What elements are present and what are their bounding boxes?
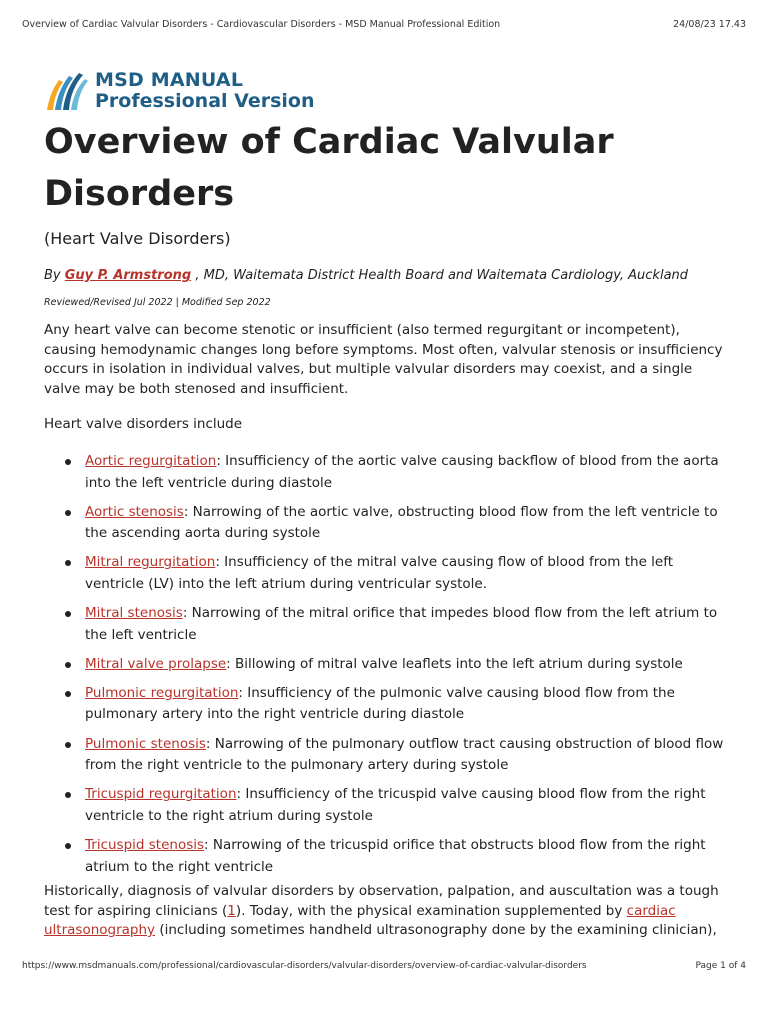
disorder-description: : Narrowing of the tricuspid orifice that obstructs blood flow from the right atrium to the right ventricle [85, 837, 706, 875]
includes-label: Heart valve disorders include [44, 416, 243, 432]
disorder-link[interactable]: Tricuspid regurgitation [85, 786, 237, 803]
disorder-link[interactable]: Mitral regurgitation [85, 554, 216, 571]
list-item [44, 784, 729, 827]
bullet-icon [65, 662, 71, 668]
bullet-icon [65, 742, 71, 748]
disorder-link[interactable]: Mitral valve prolapse [85, 655, 227, 672]
print-footer [22, 961, 746, 971]
logo-title: MSD MANUAL [95, 69, 244, 91]
reference-link[interactable]: 1 [227, 902, 236, 919]
print-header-datetime: 24/08/23 17.43 [673, 19, 746, 30]
footer-url: https://www.msdmanuals.com/professional/cardiovascular-disorders/valvular-disorders/overview-of-cardiac-valvular-disorders [22, 961, 587, 971]
byline [44, 268, 688, 283]
disorder-description: : Narrowing of the pulmonary outflow tract causing obstruction of blood flow from the right ventricle to the pulmonary artery during systole [85, 735, 724, 774]
page-title: Overview of Cardiac Valvular Disorders [44, 122, 614, 214]
msd-manual-logo[interactable] [45, 70, 314, 112]
disorder-link[interactable]: Aortic stenosis [85, 503, 184, 520]
bullet-icon [65, 560, 71, 566]
disorder-description: : Insufficiency of the aortic valve causing backflow of blood from the aorta into the left ventricle during diastole [85, 453, 719, 491]
disorder-description: : Narrowing of the mitral orifice that impedes blood flow from the left atrium to the left ventricle [85, 605, 718, 643]
history-paragraph [44, 882, 729, 941]
disorder-link[interactable]: Mitral stenosis [85, 605, 183, 622]
list-item [44, 603, 729, 646]
byline-affiliation: , MD, Waitemata District Health Board and Waitemata Cardiology, Auckland [191, 268, 689, 283]
list-item [44, 552, 729, 595]
bullet-icon [65, 691, 71, 697]
review-date: Reviewed/Revised Jul 2022 | Modified Sep 2022 [44, 297, 271, 308]
disorder-link[interactable]: Aortic regurgitation [85, 453, 217, 469]
print-header [22, 19, 746, 30]
disorder-description: : Insufficiency of the mitral valve causing flow of blood from the left ventricle (LV) into the left atrium during ventricular systole. [85, 554, 674, 592]
author-link[interactable]: Guy P. Armstrong [64, 268, 192, 283]
list-item [44, 835, 729, 878]
bullet-icon [65, 510, 71, 516]
page-subtitle: (Heart Valve Disorders) [44, 229, 231, 248]
history-text-3: (including sometimes handheld ultrasonography done by the examining clinician), [155, 922, 717, 938]
bullet-icon [65, 611, 71, 617]
disorder-link[interactable]: Tricuspid stenosis [85, 837, 205, 853]
disorder-description: : Insufficiency of the tricuspid valve causing blood flow from the right ventricle to the right atrium during systole [85, 786, 706, 824]
bullet-icon [65, 792, 71, 798]
disorder-link[interactable]: Pulmonic stenosis [85, 735, 206, 752]
disorder-description: : Billowing of mitral valve leaflets into the left atrium during systole [226, 655, 683, 672]
intro-paragraph: Any heart valve can become stenotic or insufficient (also termed regurgitant or incompetent), causing hemodynamic changes long before symptoms. Most often, valvular stenosis or insufficiency occurs in isolation in individual valves, but multiple valvular disorders may coexist, and a single valve may be both stenosed and insufficient. [44, 322, 723, 397]
list-item [44, 683, 729, 726]
cardiac-ultrasonography-link[interactable]: cardiac ultrasonography [44, 902, 676, 938]
list-item [44, 451, 729, 494]
disorder-description: : Insufficiency of the pulmonic valve causing blood flow from the pulmonary artery into the right ventricle during diastole [85, 684, 675, 723]
list-item [44, 734, 729, 777]
bullet-icon [65, 459, 71, 465]
print-header-title: Overview of Cardiac Valvular Disorders - Cardiovascular Disorders - MSD Manual Professional Edition [22, 19, 501, 30]
list-item [44, 502, 729, 545]
msd-logo-icon [45, 70, 91, 112]
history-text-2: ). Today, with the physical examination supplemented by [235, 902, 627, 919]
history-text-1: Historically, diagnosis of valvular disorders by observation, palpation, and auscultation was a tough test for aspiring clinicians ( [44, 883, 719, 919]
bullet-icon [65, 843, 71, 849]
logo-subtitle: Professional Version [95, 90, 315, 112]
disorder-list [44, 451, 729, 886]
disorder-link[interactable]: Pulmonic regurgitation [85, 684, 239, 701]
list-item [44, 654, 729, 676]
disorder-description: : Narrowing of the aortic valve, obstructing blood flow from the left ventricle to the ascending aorta during systole [85, 503, 718, 542]
page-number: Page 1 of 4 [695, 961, 746, 971]
byline-prefix: By [44, 268, 65, 283]
